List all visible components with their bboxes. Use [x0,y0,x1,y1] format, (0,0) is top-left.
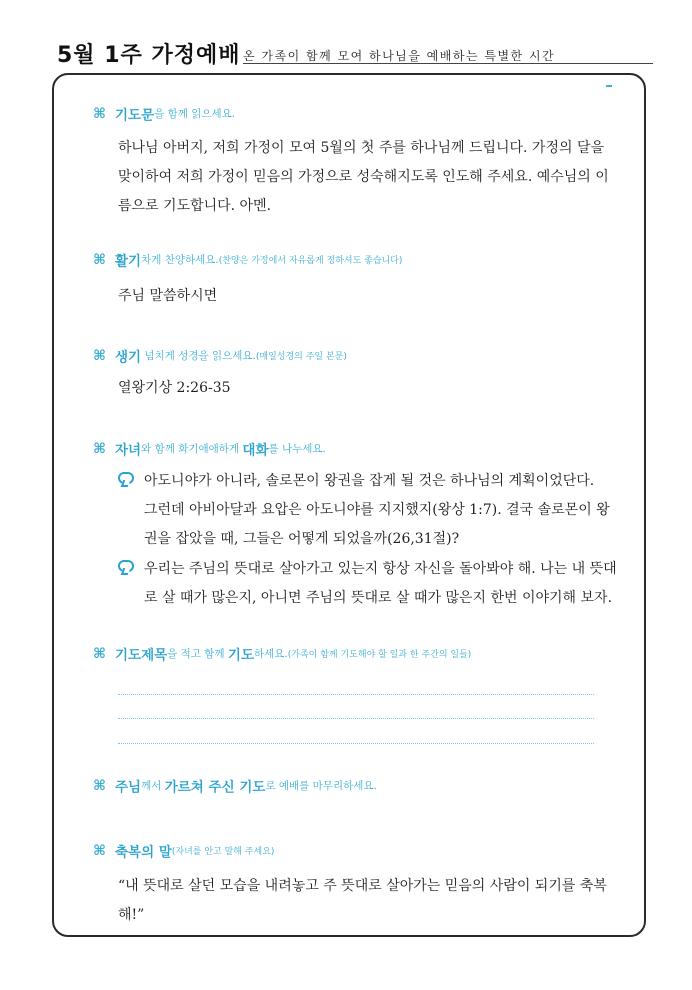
page-subtitle: 온 가족이 함께 모여 하나님을 예배하는 특별한 시간 [243,49,556,63]
section-blessing-heading: ⌘ 축복의 말(자녀를 안고 말해 주세요) [93,842,275,861]
section-prayer-heading: ⌘ 기도문을 함께 읽으세요. [93,105,236,124]
section-lords-prayer-heading: ⌘ 주님께서 가르쳐 주신 기도로 예배를 마무리하세요. [93,777,377,796]
section-talk-heading: ⌘ 자녀와 함께 화기애애하게 대화를 나누세요. [93,440,326,459]
header-underline [243,63,653,64]
section-praise-heading: ⌘ 활기차게 찬양하세요.(찬양은 가정에서 자유롭게 정하셔도 좋습니다) [93,251,403,270]
section-topics-heading: ⌘ 기도제목을 적고 함께 기도하세요.(가족이 함께 기도해야 할 일과 한 주간의 일들) [93,645,472,664]
section-scripture-heading: ⌘ 생기 넘치게 성경을 읽으세요.(매일성경의 주일 본문) [93,347,347,366]
prayer-topic-line-2[interactable] [118,718,594,719]
scripture-reference: 열왕기상 2:26-35 [118,380,231,396]
prayer-text: 하나님 아버지, 저희 가정이 모여 5월의 첫 주를 하나님께 드립니다. 가정의 달을 맞이하여 저희 가정이 믿음의 가정으로 성숙해지도록 인도해 주세요. 예수님의 이 름으로 기도합니다. 아멘. [118,140,609,214]
page-title: 5월 1주 가정예배 [57,43,241,68]
speech-bubble-icon [118,560,134,572]
command-icon: ⌘ [93,251,106,268]
praise-song: 주님 말씀하시면 [118,288,218,304]
command-icon: ⌘ [93,105,106,122]
prayer-topic-line-3[interactable] [118,743,594,744]
command-icon: ⌘ [93,842,106,859]
page-header [57,38,597,68]
command-icon: ⌘ [93,440,106,457]
speech-bubble-icon [118,472,134,484]
corner-tab [606,85,612,87]
command-icon: ⌘ [93,347,106,364]
command-icon: ⌘ [93,645,106,662]
blessing-text: “내 뜻대로 살던 모습을 내려놓고 주 뜻대로 살아가는 믿음의 사람이 되기를 축복 해!” [118,878,607,923]
prayer-topic-line-1[interactable] [118,694,594,695]
command-icon: ⌘ [93,777,106,794]
